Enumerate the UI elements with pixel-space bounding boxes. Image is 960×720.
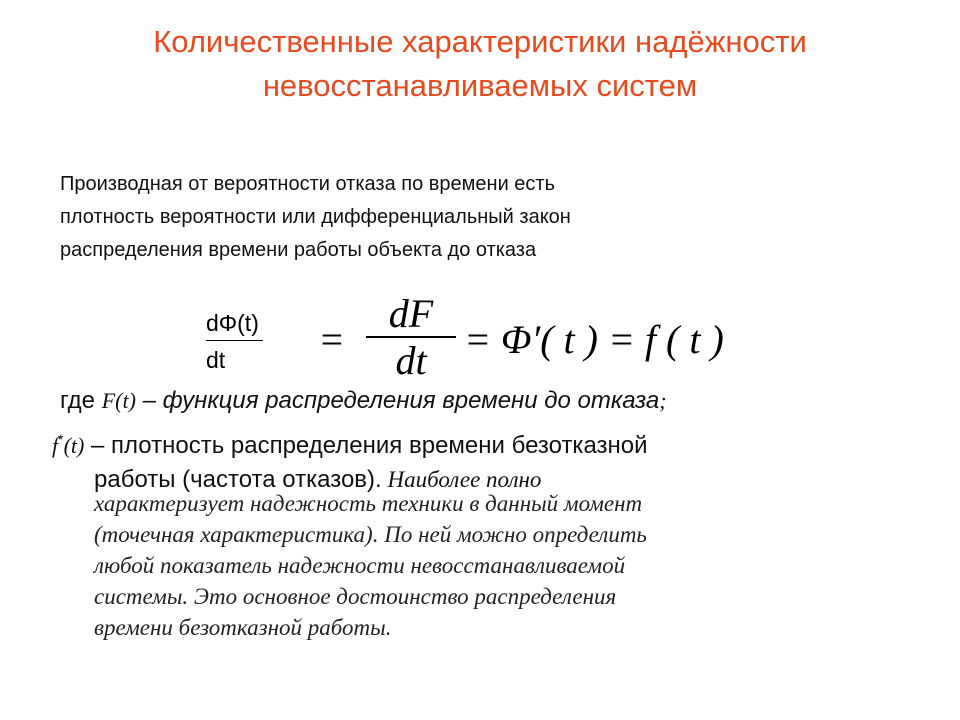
body-continuation: Наиболее полно bbox=[381, 467, 542, 492]
equation-rest: = Φ′( t ) = f ( t ) bbox=[464, 317, 724, 362]
F-symbol: F(t) bbox=[101, 388, 136, 413]
derivative-fraction bbox=[206, 310, 263, 373]
f-dash: – bbox=[84, 432, 105, 459]
intro-line-1: Производная от вероятности отказа по времени есть bbox=[60, 173, 555, 195]
intro-line-3: распределения времени работы объекта до отказа bbox=[60, 239, 537, 261]
equals-sign-1: = bbox=[318, 317, 345, 362]
definition-density bbox=[52, 422, 932, 497]
slide-title bbox=[0, 20, 960, 108]
where-prefix: где bbox=[60, 387, 102, 414]
f-description-2: работы (частота отказов). bbox=[94, 466, 382, 493]
F-description: функция распределения времени до отказа bbox=[155, 387, 660, 414]
title-line-1: Количественные характеристики надёжности bbox=[153, 24, 807, 59]
body-line-4: системы. Это основное достоинство распределения bbox=[94, 584, 617, 609]
dt-denominator: dt bbox=[395, 338, 427, 383]
body-line-5: времени безотказной работы. bbox=[94, 615, 392, 640]
derivative-denominator: dt bbox=[206, 347, 226, 373]
F-semicolon: ; bbox=[659, 388, 667, 413]
intro-paragraph bbox=[60, 168, 940, 267]
body-line-3: любой показатель надежности невосстанавливаемой bbox=[94, 553, 626, 578]
f-argument: (t) bbox=[63, 433, 85, 458]
df-dt-fraction bbox=[366, 292, 456, 384]
title-line-2: невосстанавливаемых систем bbox=[262, 68, 698, 103]
body-line-1: характеризует надежность техники в данный момент bbox=[94, 491, 643, 516]
f-description: плотность распределения времени безотказной bbox=[104, 432, 648, 459]
intro-line-2: плотность вероятности или дифференциальный закон bbox=[60, 206, 571, 228]
derivative-numerator: dΦ(t) bbox=[206, 310, 263, 341]
definition-f bbox=[60, 384, 940, 418]
f-symbol: f bbox=[52, 433, 59, 458]
df-numerator: dF bbox=[366, 292, 456, 338]
F-dash: – bbox=[135, 387, 156, 414]
body-paragraph bbox=[94, 488, 874, 643]
f-superscript: * bbox=[58, 431, 64, 447]
body-line-2: (точечная характеристика). По ней можно определить bbox=[94, 522, 647, 547]
